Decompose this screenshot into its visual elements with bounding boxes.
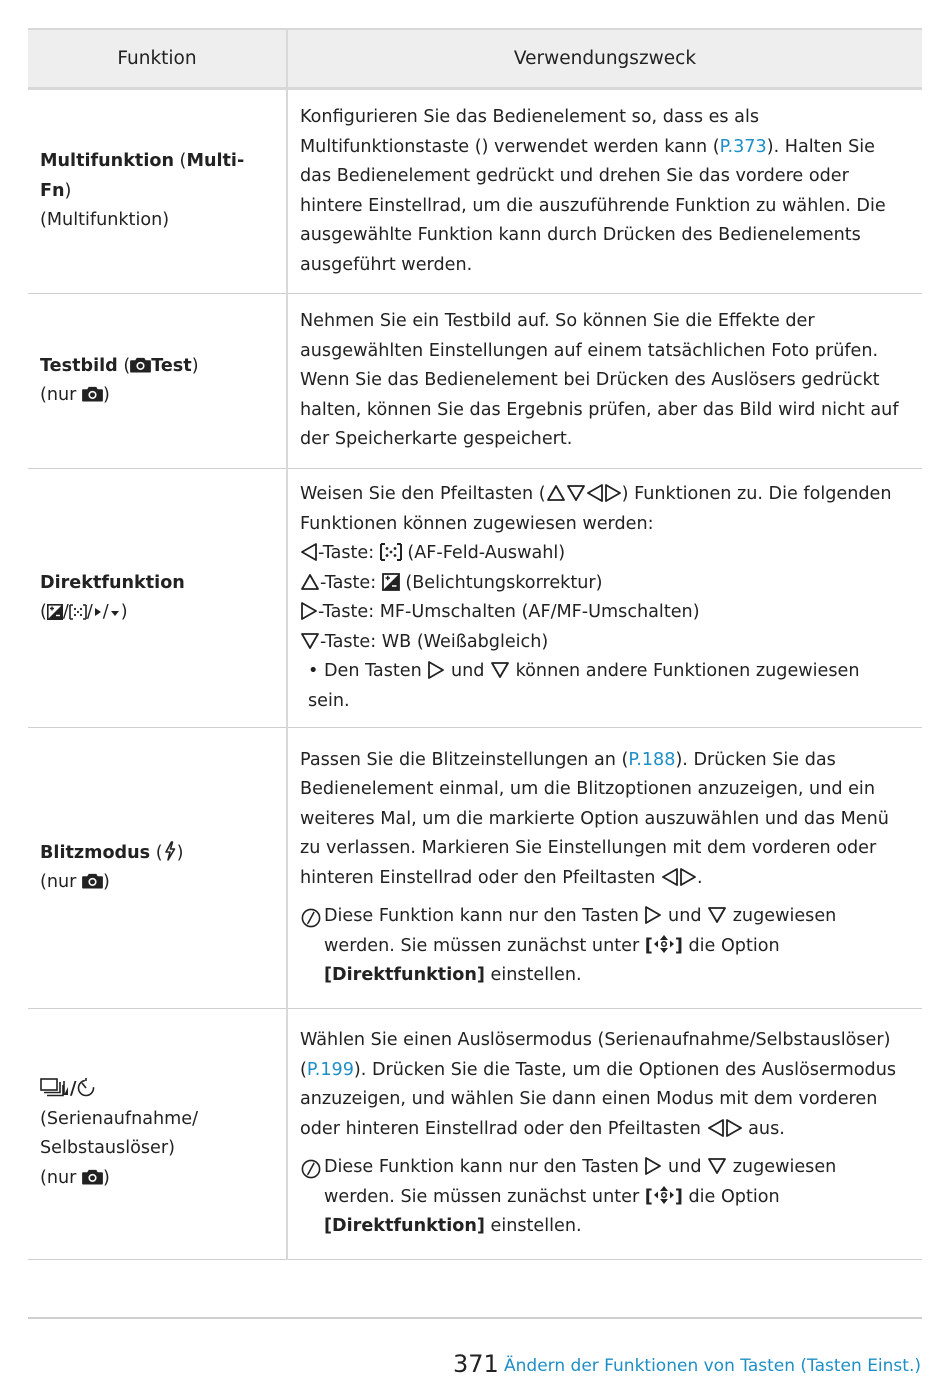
- description-text: aus.: [742, 1118, 785, 1139]
- note-block: [300, 1153, 904, 1242]
- function-name-cell: [28, 89, 287, 294]
- function-subtitle: (Serienaufnahme/: [40, 1108, 199, 1129]
- page-reference-link[interactable]: P.188: [628, 749, 676, 770]
- function-name-cell: [28, 469, 287, 728]
- arrow-right-icon: [644, 906, 662, 924]
- description-text: ). Drücken Sie die Taste, um die Optionen des Auslösermodus anzuzeigen, und wählen Sie dann einen Modus mit dem vorderen oder hinteren Einstellrad oder den Pfeiltasten: [300, 1059, 897, 1139]
- arrow-right-icon: [644, 1157, 662, 1175]
- note-text: zugewiesen werden. Sie müssen zunächst unter: [324, 1157, 837, 1207]
- chapter-title-link[interactable]: Ändern der Funktionen von Tasten (Tasten Einst.): [504, 1356, 921, 1376]
- exposure-compensation-icon: [382, 573, 400, 591]
- key-label: -Taste:: [320, 572, 382, 593]
- arrow-up-icon: [546, 484, 566, 502]
- paren-close: ): [176, 842, 184, 863]
- bullet-text: und: [445, 661, 491, 681]
- function-name: Multifunktion: [40, 151, 174, 172]
- description-text: .: [696, 867, 703, 888]
- camera-icon: [82, 1168, 103, 1185]
- assignment-down: [300, 628, 904, 658]
- bracket: ]: [674, 1186, 683, 1207]
- table-header-row: [28, 29, 922, 89]
- paren-open: (: [117, 355, 131, 376]
- note-text: und: [662, 1157, 708, 1178]
- key-function: (AF-Feld-Auswahl): [401, 543, 566, 563]
- arrow-right-icon: [300, 602, 318, 620]
- footer-divider: [28, 1317, 922, 1319]
- function-name: Direktfunktion: [40, 572, 185, 593]
- mode-restriction-text: (nur: [40, 1167, 82, 1188]
- note-text: einstellen.: [484, 1216, 582, 1237]
- key-function: (Belichtungskorrektur): [399, 572, 603, 593]
- table-row: [28, 294, 922, 469]
- menu-option-label: [Direktfunktion]: [324, 1216, 485, 1237]
- note-text: die Option: [682, 1186, 780, 1207]
- page-reference-link[interactable]: P.373: [719, 136, 767, 157]
- page: [28, 28, 922, 1260]
- af-target-icon: [380, 543, 402, 561]
- arrow-down-icon: [707, 1157, 727, 1175]
- bullet-icon: •: [308, 661, 319, 681]
- self-timer-icon: [76, 1077, 96, 1097]
- description-text: Passen Sie die Blitzeinstellungen an (: [300, 749, 629, 770]
- note-text: zugewiesen werden. Sie müssen zunächst unter: [324, 906, 837, 956]
- function-name-cell: [28, 1009, 287, 1260]
- arrow-up-icon: [300, 573, 320, 591]
- paren-close: ): [103, 385, 110, 405]
- af-target-icon: [69, 604, 87, 620]
- note-icon: [301, 908, 321, 928]
- paren-close: ): [191, 355, 199, 376]
- bullet-text: können andere Funktionen zugewiesen sein.: [308, 661, 860, 711]
- assignment-left: [300, 539, 904, 569]
- function-description-cell: [287, 469, 922, 728]
- paren-open: (: [173, 151, 187, 172]
- function-name-cell: [28, 728, 287, 1009]
- bracket: ]: [674, 935, 683, 956]
- note-text: einstellen.: [484, 965, 582, 985]
- arrow-left-icon: [586, 484, 604, 502]
- function-description-cell: Nehmen Sie ein Testbild auf. So können Sie die Effekte der ausgewählten Einstellungen auf einem tatsächlichen Foto prüfen. Wenn Sie das Bedienelement bei Drücken des Auslösers gedrückt halten, können Sie das Ergebnis prüfen, aber das Bild wird nicht auf der Speicherkarte gespeichert.: [287, 294, 922, 469]
- paren-close: ): [120, 602, 128, 622]
- bracket: [: [644, 935, 653, 956]
- bullet-text: Den Tasten: [323, 661, 428, 681]
- paren-close: ): [64, 180, 72, 201]
- key-label: -Taste: WB (Weißabgleich): [320, 631, 549, 652]
- note-text: Diese Funktion kann nur den Tasten: [324, 1157, 645, 1178]
- arrow-right-icon: [725, 1119, 743, 1137]
- key-label: -Taste: MF-Umschalten (AF/MF-Umschalten): [318, 602, 700, 622]
- page-reference-link[interactable]: P.199: [306, 1059, 354, 1080]
- assignment-right: [300, 598, 904, 628]
- camera-icon: [82, 872, 103, 889]
- description-text: ). Halten Sie das Bedienelement gedrückt und drehen Sie das vordere oder hintere Einstellrad, um die auszuführende Funktion zu wählen. Die ausgewählte Funktion kann durch Drücken des Bedienelements ausgeführt werden.: [300, 136, 886, 275]
- menu-option-label: [Direktfunktion]: [324, 965, 485, 985]
- note-icon: [301, 1159, 321, 1179]
- note-text: die Option: [682, 935, 780, 956]
- paren-close: ): [103, 1167, 110, 1188]
- paren-open: (: [40, 602, 47, 622]
- separator: /: [102, 602, 109, 622]
- paren-open: (: [150, 842, 163, 863]
- note-block: [300, 902, 904, 991]
- camera-icon: [130, 356, 151, 373]
- bullet-note: [300, 657, 904, 716]
- arrow-down-icon: [566, 484, 586, 502]
- description-text: Konfigurieren Sie das Bedienelement so, dass es als Multifunktionstaste () verwendet werden kann (: [300, 107, 759, 157]
- arrow-left-icon: [661, 868, 679, 886]
- arrow-right-icon: [679, 868, 697, 886]
- note-text: Diese Funktion kann nur den Tasten: [324, 906, 645, 926]
- paren-close: ): [103, 872, 110, 892]
- table-row: [28, 89, 922, 294]
- arrow-right-icon: [427, 661, 445, 679]
- function-name-cell: [28, 294, 287, 469]
- function-abbrev: Multi-Fn: [40, 151, 245, 201]
- description-text: Weisen Sie den Pfeiltasten (: [300, 484, 546, 504]
- key-label: -Taste:: [318, 543, 380, 563]
- arrow-down-icon: [707, 906, 727, 924]
- exposure-compensation-icon: [47, 604, 63, 620]
- function-name: Testbild: [40, 355, 118, 376]
- function-description-cell: [287, 728, 922, 1009]
- menu-gear-icon: [653, 934, 675, 954]
- table-row: [28, 1009, 922, 1260]
- arrow-down-icon: [109, 604, 121, 620]
- mode-restriction-text: (nur: [40, 385, 82, 405]
- function-table: [28, 28, 922, 1260]
- flash-icon: [163, 841, 177, 861]
- assignment-up: [300, 569, 904, 599]
- bracket: [: [644, 1186, 653, 1207]
- function-name: Blitzmodus: [40, 842, 151, 863]
- function-abbrev: Test: [151, 355, 192, 376]
- description-text: Wählen Sie einen Auslösermodus (Serienaufnahme/Selbstauslöser) (: [300, 1030, 891, 1080]
- menu-gear-icon: [653, 1185, 675, 1205]
- function-description-cell: [287, 1009, 922, 1260]
- note-text: und: [662, 906, 708, 926]
- camera-icon: [82, 385, 103, 402]
- table-row: [28, 469, 922, 728]
- page-number: 371: [453, 1350, 499, 1378]
- separator: /: [70, 1079, 77, 1099]
- separator: /: [62, 602, 69, 622]
- arrow-left-icon: [300, 543, 318, 561]
- header-verwendungszweck: Verwendungszweck: [287, 29, 922, 89]
- separator: /: [86, 602, 93, 622]
- arrow-left-icon: [707, 1119, 725, 1137]
- arrow-down-icon: [300, 632, 320, 650]
- arrow-down-icon: [490, 661, 510, 679]
- description-text: ) Funktionen zu. Die folgenden Funktionen können zugewiesen werden:: [300, 484, 892, 534]
- sequential-shooting-icon: [40, 1077, 70, 1097]
- description-text: ). Drücken Sie das Bedienelement einmal, um die Blitzoptionen anzuzeigen, und ein weiteres Mal, um die markierte Option auszuwählen und das Menü zu verlassen. Markieren Sie Einstellungen mit dem vorderen oder hinteren Einstellrad oder den Pfeiltasten: [300, 749, 889, 888]
- arrow-right-icon: [93, 604, 103, 620]
- function-description-cell: [287, 89, 922, 294]
- table-row: [28, 728, 922, 1009]
- mode-restriction-text: (nur: [40, 872, 82, 892]
- arrow-right-icon: [604, 484, 622, 502]
- header-funktion: Funktion: [28, 29, 287, 89]
- function-subtitle: (Multifunktion): [40, 210, 170, 231]
- function-subtitle: Selbstauslöser): [40, 1138, 175, 1158]
